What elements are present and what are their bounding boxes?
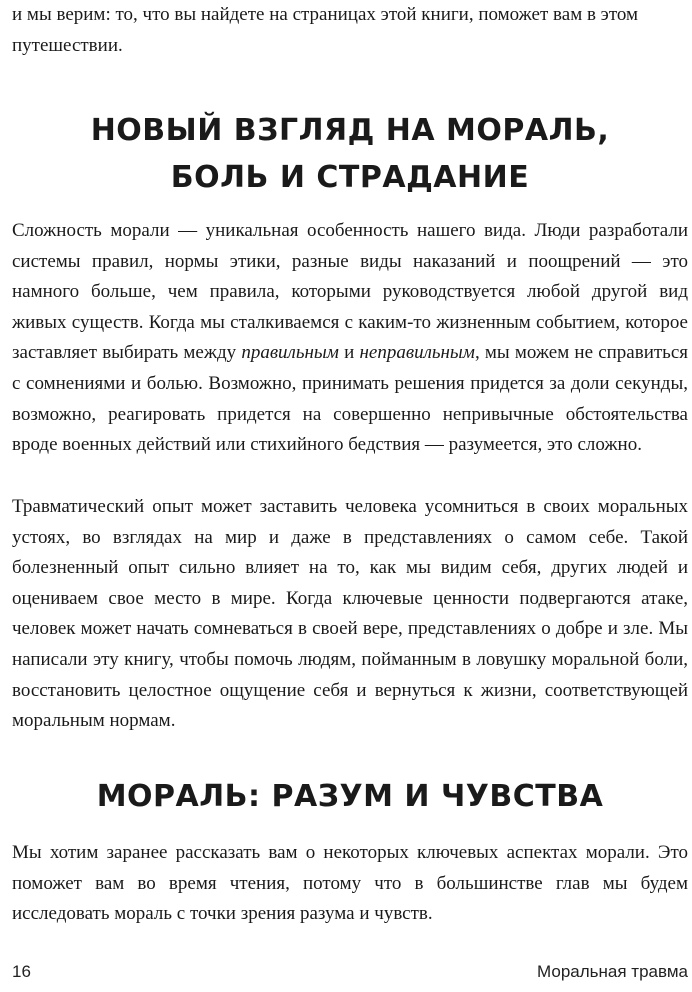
paragraph-morality-complexity [12, 216, 688, 461]
heading-line1: НОВЫЙ ВЗГЛЯД НА МОРАЛЬ, [90, 113, 610, 148]
heading-line2: БОЛЬ И СТРАДАНИЕ [170, 160, 530, 195]
paragraph-text-part2: и [338, 342, 360, 364]
paragraph-text-part3: , мы можем не справиться с сомнениями и болью. Возможно, принимать решения придется за доли секунды, возможно, реагировать придется на совершенно непривычные обстоятельства вроде военных действий или стихийного бедствия — разумеется, это сложно. [12, 342, 689, 456]
paragraph-text-part1: Сложность морали — уникальная особенность нашего вида. Люди разработали системы правил, нормы этики, разные виды наказаний и поощрений — это намного больше, чем правила, которыми руководствуется любой другой вид живых существ. Когда мы сталкиваемся с каким-то жизненным событием, которое заставляет выбирать между [12, 220, 688, 364]
page-number: 16 [12, 962, 31, 981]
page-footer [12, 962, 688, 984]
emphasis-wrong: неправильным [359, 342, 475, 364]
top-paragraph-line1: и мы верим: то, что вы найдете на страницах этой книги, поможет вам в этом [12, 4, 639, 25]
section-heading-reason-feelings: МОРАЛЬ: РАЗУМ И ЧУВСТВА [96, 779, 604, 814]
emphasis-right: правильным [241, 342, 339, 364]
top-paragraph-line2: путешествии. [12, 34, 123, 56]
running-title: Моральная травма [537, 962, 688, 981]
book-page [12, 0, 688, 992]
paragraph-key-aspects: Мы хотим заранее рассказать вам о некоторых ключевых аспектах морали. Это поможет вам во время чтения, потому что в большинстве глав мы будем исследовать мораль с точки зрения разума и чувств. [12, 842, 688, 925]
paragraph-traumatic-experience: Травматический опыт может заставить человека усомниться в своих моральных устоях, во взглядах на мир и даже в представлениях о самом себе. Такой болезненный опыт сильно влияет на то, как мы видим себя, других людей и оцениваем свое место в мире. Когда ключевые ценности подвергаются атаке, человек может начать сомневаться в своей вере, представлениях о добре и зле. Мы написали эту книгу, чтобы помочь людям, пойманным в ловушку моральной боли, восстановить целостное ощущение себя и вернуться к жизни, соответствующей моральным нормам. [12, 496, 688, 732]
top-paragraph [12, 0, 688, 61]
section-heading-new-look [12, 107, 688, 201]
